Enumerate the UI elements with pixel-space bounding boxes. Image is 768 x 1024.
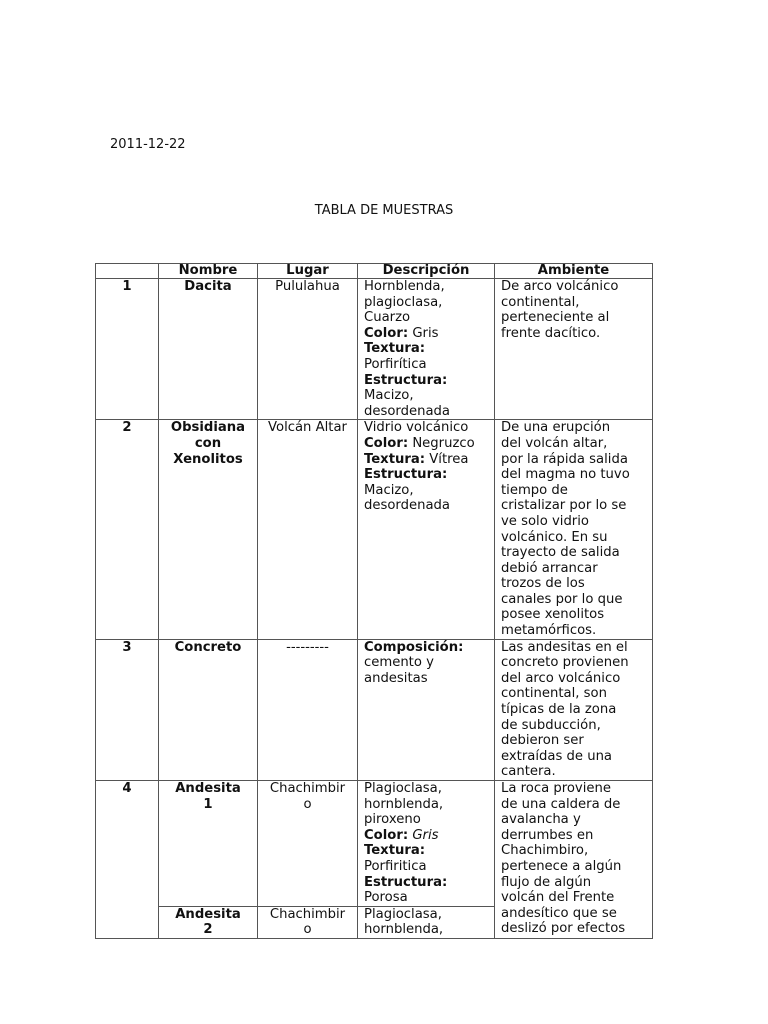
property-value: Gris: [412, 325, 439, 341]
environment-line: De arco volcánico: [501, 279, 619, 294]
environment-line: debieron ser: [501, 733, 584, 749]
place-line: Pululahua: [275, 279, 340, 294]
sample-place: [258, 420, 358, 639]
description-line: [364, 655, 488, 671]
environment-line: canales por lo que: [501, 591, 623, 607]
environment-line: La roca proviene: [501, 781, 611, 796]
description-line: [364, 295, 488, 311]
property-label: Composición:: [364, 639, 464, 655]
environment-line: deslizó por efectos: [501, 921, 626, 937]
description-line: [364, 640, 488, 656]
property-value: piroxeno: [364, 812, 421, 828]
table-row: [96, 420, 653, 639]
environment-line: típicas de la zona: [501, 702, 617, 718]
environment-line: concreto provienen: [501, 655, 629, 671]
sample-environment: [495, 420, 653, 639]
sample-name: [159, 639, 258, 780]
sample-description: [358, 781, 495, 907]
environment-line: volcánico. En su: [501, 529, 608, 545]
environment-line: del magma no tuvo: [501, 467, 630, 483]
property-value: Plagioclasa,: [364, 781, 442, 796]
sample-environment: [495, 639, 653, 780]
header-descripcion: Descripción: [358, 264, 495, 279]
description-line: [364, 907, 488, 923]
sample-description: [358, 639, 495, 780]
environment-line: andesítico que se: [501, 905, 617, 921]
description-line: [364, 279, 488, 295]
place-line: Volcán Altar: [268, 420, 347, 436]
description-line: [364, 671, 488, 687]
sample-environment: [495, 781, 653, 939]
table-row: [96, 639, 653, 780]
name-line: Andesita: [175, 781, 241, 796]
name-line: Andesita: [175, 906, 241, 922]
property-label: Color:: [364, 827, 409, 843]
sample-place: [258, 279, 358, 420]
place-line: o: [303, 796, 312, 812]
description-line: [364, 436, 488, 452]
sample-place: [258, 906, 358, 938]
header-ambiente: Ambiente: [495, 264, 653, 279]
environment-line: cristalizar por lo se: [501, 498, 627, 514]
environment-line: de una caldera de: [501, 796, 621, 812]
sample-name: [159, 279, 258, 420]
row-number: 1: [96, 279, 159, 420]
environment-line: frente dacítico.: [501, 325, 601, 341]
description-line: [364, 483, 488, 499]
description-line: [364, 452, 488, 468]
environment-line: perteneciente al: [501, 310, 610, 326]
environment-line: pertenece a algún: [501, 858, 622, 874]
property-label: Textura:: [364, 451, 426, 467]
row-number: 4: [96, 781, 159, 939]
description-line: [364, 341, 488, 357]
name-line: Dacita: [184, 279, 232, 294]
environment-line: de subducción,: [501, 717, 601, 733]
environment-line: Las andesitas en el: [501, 639, 628, 655]
description-line: [364, 326, 488, 342]
property-label: Estructura:: [364, 467, 448, 483]
property-value: andesitas: [364, 670, 428, 686]
name-line: 2: [203, 922, 213, 938]
environment-line: flujo de algún: [501, 874, 592, 890]
sample-description: [358, 279, 495, 420]
name-line: Xenolitos: [173, 451, 243, 467]
property-label: Textura:: [364, 341, 426, 357]
property-label: Color:: [364, 325, 409, 341]
property-value: Porfirítica: [364, 356, 427, 372]
property-value: Gris: [412, 827, 439, 843]
header-nombre: Nombre: [159, 264, 258, 279]
environment-line: del volcán altar,: [501, 435, 608, 451]
samples-table: [95, 263, 653, 939]
description-line: [364, 828, 488, 844]
description-line: [364, 467, 488, 483]
description-line: [364, 404, 488, 420]
environment-line: debió arrancar: [501, 560, 598, 576]
place-line: Chachimbir: [269, 906, 346, 922]
table-header-row: [96, 264, 653, 279]
environment-line: por la rápida salida: [501, 451, 628, 467]
document-date: 2011-12-22: [110, 137, 186, 152]
sample-place: [258, 781, 358, 907]
environment-line: De una erupción: [501, 420, 611, 436]
sample-environment: [495, 279, 653, 420]
description-line: [364, 797, 488, 813]
row-number: 2: [96, 420, 159, 639]
environment-line: continental, son: [501, 686, 607, 702]
property-value: desordenada: [364, 498, 450, 514]
property-value: Hornblenda,: [364, 279, 445, 294]
property-value: Vidrio volcánico: [364, 420, 469, 436]
property-value: hornblenda,: [364, 922, 444, 938]
header-lugar: Lugar: [258, 264, 358, 279]
environment-line: posee xenolitos: [501, 607, 605, 623]
environment-line: metamórficos.: [501, 623, 597, 639]
environment-line: continental,: [501, 294, 580, 310]
environment-line: avalancha y: [501, 812, 581, 828]
description-line: [364, 373, 488, 389]
property-label: Estructura:: [364, 874, 448, 890]
place-line: o: [303, 922, 312, 938]
property-label: Estructura:: [364, 372, 448, 388]
property-value: hornblenda,: [364, 796, 444, 812]
property-value: Porfiritica: [364, 858, 427, 874]
property-value: plagioclasa,: [364, 294, 443, 310]
description-line: [364, 922, 488, 938]
property-value: cemento y: [364, 655, 434, 671]
sample-name: [159, 781, 258, 907]
sample-name: [159, 906, 258, 938]
environment-line: trozos de los: [501, 576, 585, 592]
name-line: con: [194, 435, 222, 451]
environment-line: derrumbes en: [501, 827, 594, 843]
property-value: Vítrea: [429, 451, 469, 467]
description-line: [364, 420, 488, 436]
description-line: [364, 781, 488, 797]
description-line: [364, 357, 488, 373]
table-row-4a: [96, 781, 653, 907]
sample-description: [358, 420, 495, 639]
name-line: 1: [203, 796, 213, 812]
environment-line: volcán del Frente: [501, 890, 615, 906]
sample-place: [258, 639, 358, 780]
table-row: [96, 279, 653, 420]
property-value: Plagioclasa,: [364, 906, 442, 922]
environment-line: Chachimbiro,: [501, 843, 589, 859]
description-line: [364, 388, 488, 404]
description-line: [364, 310, 488, 326]
environment-line: trayecto de salida: [501, 545, 620, 561]
description-line: [364, 890, 488, 906]
place-line: ---------: [286, 639, 329, 655]
environment-line: ve solo vidrio: [501, 513, 589, 529]
property-value: Macizo,: [364, 388, 414, 404]
description-line: [364, 859, 488, 875]
description-line: [364, 498, 488, 514]
sample-description: [358, 906, 495, 938]
row-number: 3: [96, 639, 159, 780]
name-line: Obsidiana: [170, 420, 246, 436]
environment-line: cantera.: [501, 764, 556, 780]
property-label: Textura:: [364, 843, 426, 859]
environment-line: tiempo de: [501, 482, 568, 498]
description-line: [364, 875, 488, 891]
place-line: Chachimbir: [269, 781, 346, 796]
property-value: Porosa: [364, 890, 408, 906]
property-label: Color:: [364, 435, 409, 451]
name-line: Concreto: [174, 639, 242, 655]
environment-line: del arco volcánico: [501, 670, 621, 686]
property-value: Negruzco: [412, 435, 475, 451]
environment-line: extraídas de una: [501, 748, 613, 764]
property-value: Cuarzo: [364, 310, 411, 326]
document-title: TABLA DE MUESTRAS: [314, 203, 454, 218]
description-line: [364, 812, 488, 828]
description-line: [364, 843, 488, 859]
property-value: Macizo,: [364, 482, 414, 498]
sample-name: [159, 420, 258, 639]
property-value: desordenada: [364, 403, 450, 419]
header-index: [96, 264, 159, 279]
